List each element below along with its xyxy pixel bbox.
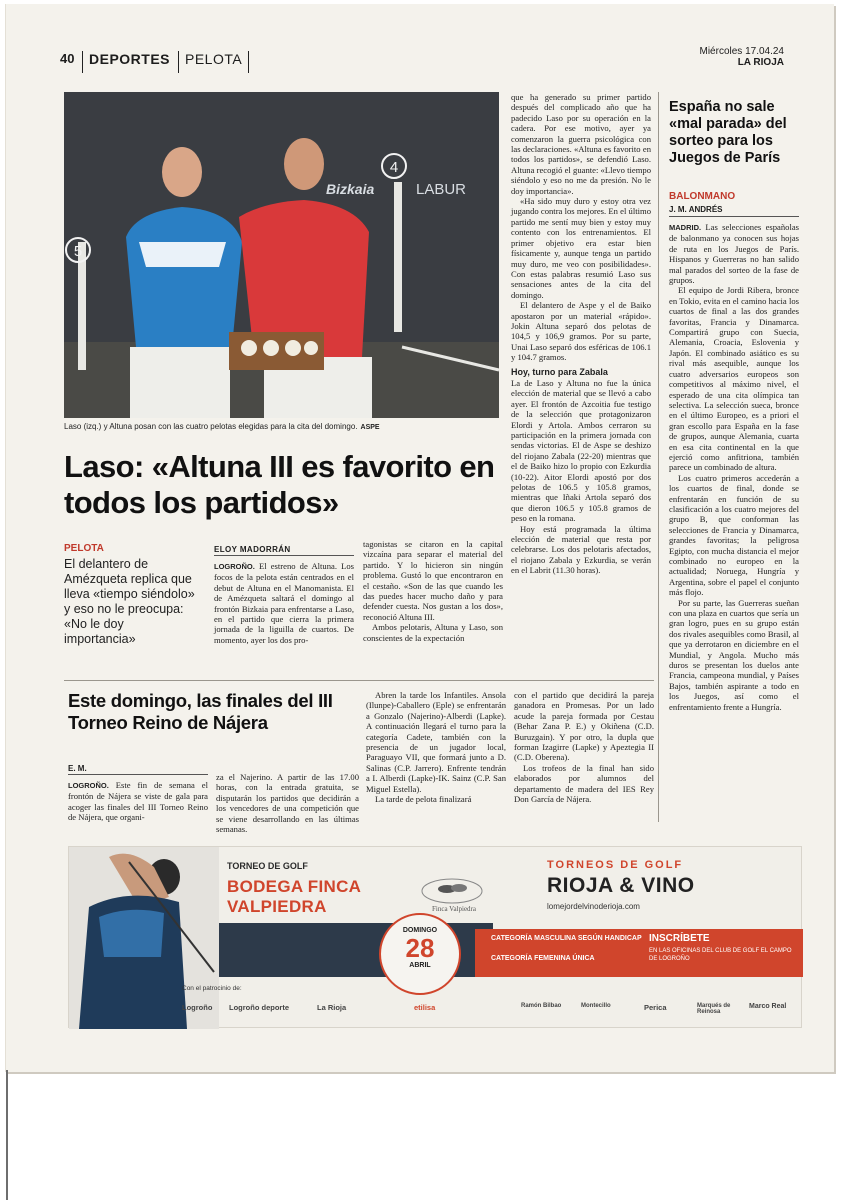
main-paragraph: Ambos pelotaris, Altuna y Laso, son conscientes de la expectación	[363, 622, 503, 643]
dateline: LOGROÑO.	[68, 781, 109, 790]
sidebar-paragraph: El equipo de Jordi Ribera, bronce en Tokio, evita en el camino hacia los cuartos de final a las dos grandes favoritas, Francia y Dinamarca. Compartirá grupo con Suecia, Alemania, Croacia, Eslovenia y Japón. El combinado asiático es su rival más asequible, aunque los cuatro adversarios europeos son competitivos al máximo nivel, el esperado de una cita olímpica tan selectiva. La selección sueca, bronce en el último Europeo, es a priori el gran escollo para España en la fase de grupos, aunque Alemania, cuarta en esa cita continental en la que ejerció como anfitriona, también parece un combinado de altura.	[669, 285, 799, 473]
paragraph-text: Las selecciones españolas de balonmano ya conocen sus hojas de ruta en los Juegos de París. Hispanos y Guerreras no han salido mal parados del sorteo de la fase de grupos.	[669, 222, 799, 286]
paragraph-text: Este fin de semana el frontón de Nájera se viste de gala para acoger las finales del III Torneo Reino de Nájera, que organi-	[68, 780, 208, 823]
main-paragraph: La de Laso y Altuna no fue la única elección de material que se llevó a cabo ayer. El frontón de Azcoitia fue testigo de la selección que protagonizaron Elordi y Artola. Ambos cerraron su participación en la primera jornada con sendas victorias. El de Aspe se deshizo del riojano Zabala (22-20) mientras que el de Baiko hizo lo propio con Ezkurdia (10-22). Aitor Elordi apostó por dos pelotas de 106.5 y 105.8 gramos, mientras que Iñaki Artola separó dos que dieron 106.5 y 105.8 gramos de peso en la romana.	[511, 377, 651, 524]
newspaper-page	[6, 4, 834, 1072]
second-column-1	[68, 780, 208, 824]
scan-edge-line	[6, 1070, 8, 1200]
section-label: DEPORTES	[82, 51, 170, 73]
intertitle: Hoy, turno para Zabala	[511, 366, 608, 377]
main-column-2	[363, 539, 503, 665]
second-paragraph: Los trofeos de la final han sido elaborados por alumnos del departamento de madera del IES Rey Don García de Nájera.	[514, 762, 654, 805]
main-column-3	[511, 92, 651, 662]
sponsor-logo: Logroño	[182, 1003, 213, 1012]
register-cta[interactable]: INSCRÍBETE	[649, 933, 710, 944]
photo-credit: ASPE	[360, 424, 380, 431]
sponsor-logo: Logroño deporte	[229, 1003, 289, 1012]
sponsor-logo: Marqués de Reinosa	[697, 1003, 731, 1015]
main-paragraph: El delantero de Aspe y el de Baiko apostaron por un material «rápido». Jokin Altuna separó dos pelotas de 104,5 y 106,9 gramos. Por su parte, Unai Laso separó dos esféricas de 106.1 y 104.7 gramos.	[511, 300, 651, 363]
photo-caption	[64, 422, 499, 431]
main-kicker: PELOTA	[64, 543, 104, 554]
caption-text: Laso (izq.) y Altuna posan con las cuatro pelotas elegidas para la cita del domingo.	[64, 422, 358, 431]
byline-rule	[214, 555, 354, 556]
sidebar-paragraph: Por su parte, las Guerreras sueñan con una plaza en cuartos que sería un gran logro, pues en su grupo están dos rivales asequibles como Brasil, al que ya derrotaron en diciembre en el Mundial, y Angola. Mucho más duros se presentan los duelos ante Francia, campeona mundial, y Países Bajos, también aspirante a todo en los Juegos, así como el enfrentamiento frente a Hungría.	[669, 597, 799, 712]
ad-title-line1: BODEGA FINCA	[227, 877, 362, 896]
sidebar-byline: J. M. ANDRÉS	[669, 205, 723, 214]
wall-text-bizkaia: Bizkaia	[326, 181, 375, 197]
story-divider	[64, 680, 654, 681]
finca-logo-text: Finca Valpiedra	[432, 905, 476, 913]
issue-date: Miércoles 17.04.24	[699, 46, 784, 57]
wall-number-4: 4	[389, 159, 399, 176]
brand-logo: RIOJA & VINO	[547, 874, 695, 897]
dateline: LOGROÑO.	[214, 562, 255, 571]
page-number: 40	[60, 51, 75, 66]
second-byline: E. M.	[68, 764, 87, 773]
event-month: ABRIL	[409, 962, 431, 969]
column-divider	[658, 92, 659, 822]
event-day: 28	[405, 933, 435, 963]
dateline: MADRID.	[669, 223, 702, 232]
second-column-3	[366, 690, 506, 824]
main-paragraph: tagonistas se citaron en la capital vizcaína para separar el material del partido. Y lo hicieron sin ningún problema. Gustó lo que encontraron en el cestaño. «Son de las que cuando les das puedes hacer mucho daño y para defender cuesta. Nos gustan a los dos», reconoció Altuna III.	[363, 539, 503, 622]
subsection-label: PELOTA	[178, 51, 249, 73]
byline-rule	[68, 774, 208, 775]
sponsor-logo: Ramón Bilbao	[521, 1003, 562, 1009]
event-weekday: DOMINGO	[402, 927, 438, 934]
sidebar-kicker: BALONMANO	[669, 191, 736, 202]
main-headline: Laso: «Altuna III es favorito en todos los partidos»	[64, 449, 495, 520]
sponsorship-label: Con el patrocinio de:	[182, 985, 242, 992]
ad-title-line2: VALPIEDRA	[227, 897, 327, 916]
main-byline: ELOY MADORRÁN	[214, 545, 291, 554]
byline-rule	[669, 216, 799, 217]
sponsor-logo: La Rioja	[317, 1003, 347, 1012]
main-paragraph	[214, 561, 354, 645]
second-paragraph: con el partido que decidirá la pareja ganadora en Promesas. Por un lado acude la pareja formada por Cestau (Behar Zana P. E.) y Okiñena (C.D. Buruzgain). Y por otro, la dupla que forman Izagirre (Lapke) y Apeztegia II (C.D. Oberena).	[514, 690, 654, 763]
main-paragraph: Hoy está programada la última elección de material que resta por celebrarse. Los dos pelotaris afectados, el riojano Zabala y Ezkurdia, se verán en el Labrit (11.30 horas).	[511, 523, 651, 576]
main-paragraph: «Ha sido muy duro y estoy otra vez jugando contra los mejores. En el último partido me sentí muy bien y estoy muy contento con los entrenamientos. El primer objetivo era estar bien físicamente y, aunque tenga un partido muy duro, me veo con posibilidades». Con estas palabras resumió Laso sus sensaciones antes de la cita del domingo.	[511, 196, 651, 300]
sponsor-logo: Marco Real	[749, 1003, 787, 1010]
ad-title	[227, 877, 361, 917]
main-subhead: El delantero de Amézqueta replica que lleva «tiempo siéndolo» y eso no le preocupa: «No le doy importancia»	[64, 557, 195, 646]
sponsor-logo: Montecillo	[581, 1003, 611, 1009]
sidebar-headline: España no sale «mal parada» del sorteo para los Juegos de París	[669, 99, 787, 166]
sponsor-logo: Perica	[644, 1003, 667, 1012]
golfer-image	[69, 847, 219, 1029]
category-men: CATEGORÍA MASCULINA SEGÚN HANDICAP	[491, 935, 642, 942]
ad-label: TORNEO DE GOLF	[227, 861, 308, 871]
sidebar-column	[669, 222, 799, 822]
event-date-badge	[379, 913, 461, 995]
register-details: EN LAS OFICINAS DEL CLUB DE GOLF EL CAMPO DE LOGROÑO	[649, 948, 792, 962]
main-photo	[64, 92, 499, 418]
torneos-label: TORNEOS DE GOLF	[547, 859, 684, 871]
sidebar-paragraph: Los cuatro primeros accederán a los cuartos de final, donde se enfrentarán en función de su clasificación a los cuatro mejores del grupo B, que conforman las selecciones de Francia y Dinamarca, grandes favoritas; la peligrosa Egipto, con mucha distancia el mejor combinado no europeo en la actualidad; Noruega, Hungría y Argentina, sobre el papel el conjunto más flojo.	[669, 472, 799, 598]
sidebar-paragraph	[669, 222, 799, 285]
golf-advertisement[interactable]	[68, 846, 802, 1028]
second-column-4	[514, 690, 654, 824]
sponsor-logo: etilisa	[414, 1003, 436, 1012]
second-headline: Este domingo, las finales del III Torneo Reino de Nájera	[68, 690, 333, 733]
second-paragraph: Abren la tarde los Infantiles. Ansola (Ilunpe)-Caballero (Eple) se enfrentarán a Gonzalo (Najerino)-Alberdi (Lapke). A continuación llegará el turno para la categoría Cadete, también con la presencia de un jugador local, Paraguayo VII, que formará junto a D. Salinas (C.P. Jarrero). Enfrente tendrán a I. Alberdi (Lapke)-IK. Sainz (C.P. San Miguel Estella).	[366, 690, 506, 794]
category-women: CATEGORÍA FEMENINA ÚNICA	[491, 955, 595, 962]
second-column-2	[216, 772, 359, 835]
wall-text-labur: LABUR	[416, 181, 467, 198]
paragraph-text: El estreno de Altuna. Los focos de la pelota están centrados en el debut de Altuna en el Manomanista. El de Amézqueta saltará el domingo al frontón Bizkaia para enfrentarse a Laso, en el partido que cierra la primera jornada de la liguilla de cuartos. De momento, ayer los dos pro-	[214, 561, 354, 645]
main-column-1	[214, 561, 354, 665]
newspaper-name: LA RIOJA	[737, 57, 784, 68]
ad-url-link[interactable]: lomejordelvinoderioja.com	[547, 902, 640, 911]
second-paragraph: La tarde de pelota finalizará	[375, 794, 472, 805]
second-paragraph	[68, 780, 208, 823]
second-paragraph: za el Najerino. A partir de las 17.00 horas, con la entrada gratuita, se disputarán los partidos que decidirán a los vencedores de una competición que se viene desarrollando en las últimas semanas.	[216, 772, 359, 835]
wall-number-5: 5	[73, 243, 83, 260]
main-paragraph: que ha generado su primer partido después del complicado año que ha padecido Laso por su operación en la cadera. Por ese motivo, ayer ya comenzaron la guerra psicológica con las declaraciones. «Altuna es favorito en todos los partidos», se defendió Laso. Altuna recogió el guante: «Llevo tiempo siéndolo y eso no me da presión. No le doy importancia».	[511, 92, 651, 196]
